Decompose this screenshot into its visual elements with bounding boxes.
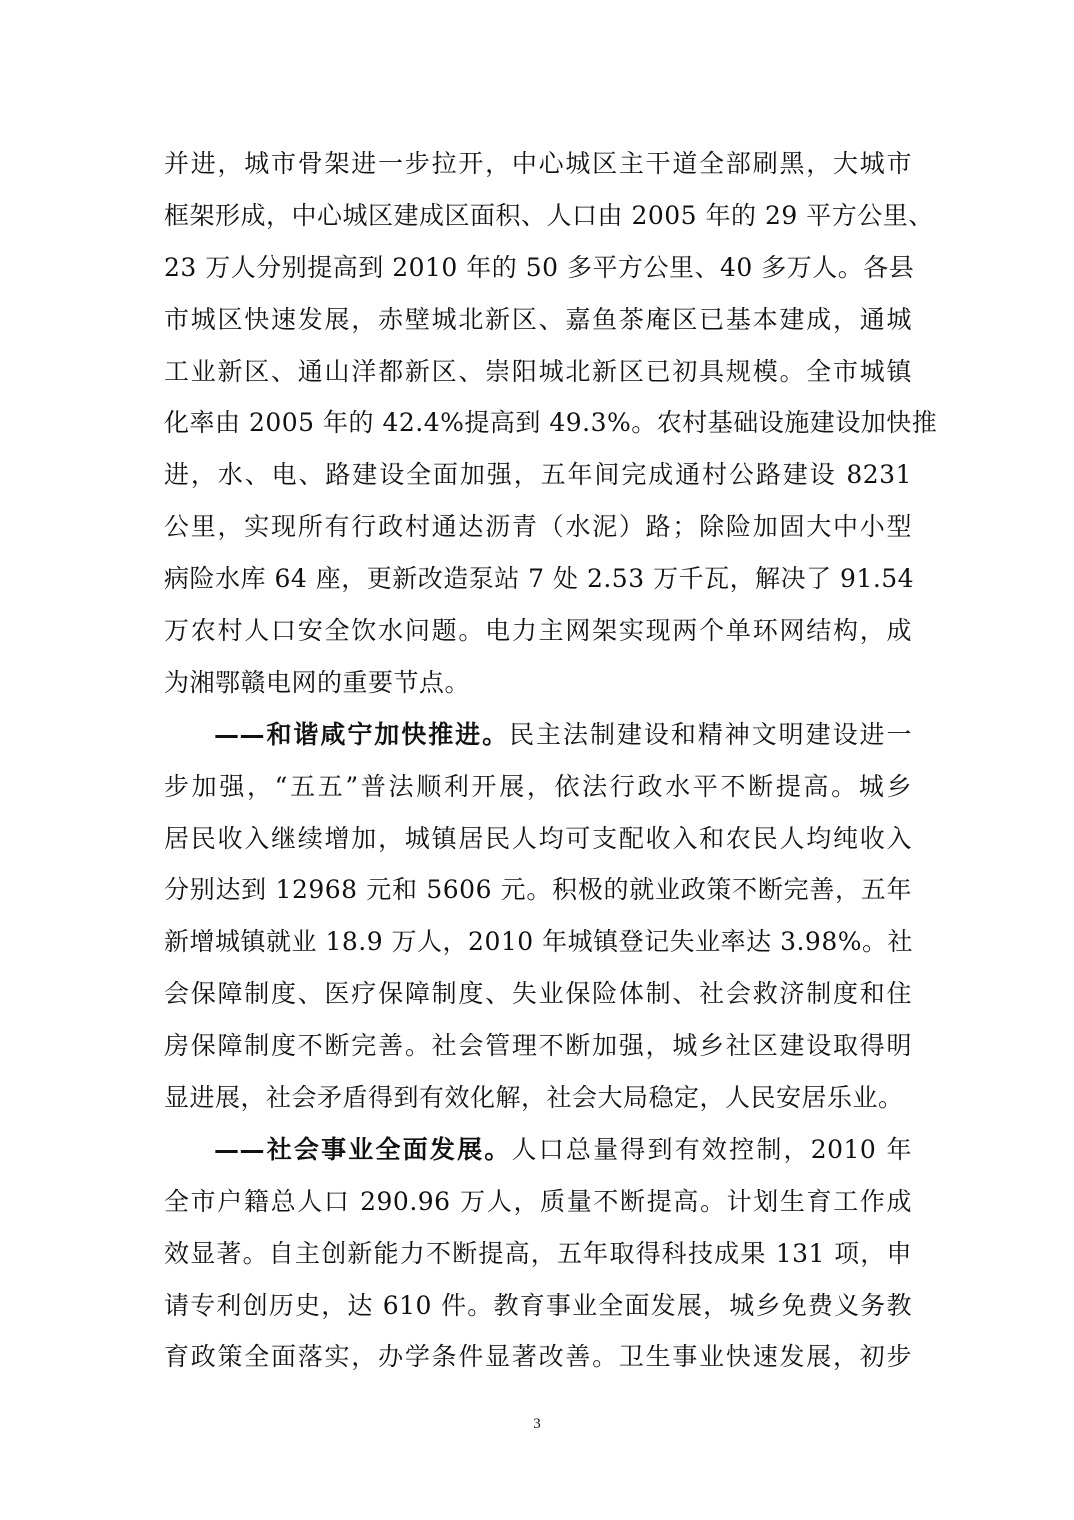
text-line: 并进，城市骨架进一步拉开，中心城区主干道全部刷黑，大城市 xyxy=(164,149,912,178)
paragraph-social-undertakings xyxy=(164,1124,912,1383)
text-line: 进，水、电、路建设全面加强，五年间完成通村公路建设 8231 xyxy=(164,460,912,490)
paragraph-urban-rural xyxy=(164,138,938,709)
text-span: 民主法制建设和精神文明建设进一 xyxy=(509,719,912,749)
text-line: 会保障制度、医疗保障制度、失业保险体制、社会救济制度和住 xyxy=(164,979,912,1009)
text-line: 分别达到 12968 元和 5606 元。积极的就业政策不断完善，五年 xyxy=(164,875,912,905)
text-line: 化率由 2005 年的 42.4%提高到 49.3%。农村基础设施建设加快推 xyxy=(164,408,938,438)
text-line: 房保障制度不断完善。社会管理不断加强，城乡社区建设取得明 xyxy=(164,1031,912,1061)
section-heading: ——社会事业全面发展。 xyxy=(214,1134,512,1164)
text-line: 框架形成，中心城区建成区面积、人口由 2005 年的 29 平方公里、 xyxy=(164,200,934,230)
text-line: 为湘鄂赣电网的重要节点。 xyxy=(164,667,471,697)
text-line: 全市户籍总人口 290.96 万人，质量不断提高。计划生育工作成 xyxy=(164,1186,912,1216)
text-line: 病险水库 64 座，更新改造泵站 7 处 2.53 万千瓦，解决了 91.54 xyxy=(164,564,915,594)
text-line: 新增城镇就业 18.9 万人，2010 年城镇登记失业率达 3.98%。社 xyxy=(164,927,913,957)
page-number: 3 xyxy=(533,1416,541,1432)
text-line: 工业新区、通山洋都新区、崇阳城北新区已初具规模。全市城镇 xyxy=(164,356,912,386)
text-line: 市城区快速发展，赤壁城北新区、嘉鱼茶庵区已基本建成，通城 xyxy=(164,304,912,334)
text-line: 公里，实现所有行政村通达沥青（水泥）路；除险加固大中小型 xyxy=(164,512,912,542)
text-line: 显进展，社会矛盾得到有效化解，社会大局稳定，人民安居乐业。 xyxy=(164,1083,904,1113)
paragraph-harmonious-xianning xyxy=(164,709,912,1124)
text-span: 人口总量得到有效控制，2010 年 xyxy=(511,1134,912,1164)
paragraph-first-line xyxy=(164,1124,912,1176)
text-line: 万农村人口安全饮水问题。电力主网架实现两个单环网结构，成 xyxy=(164,616,912,646)
paragraph-first-line xyxy=(164,709,912,761)
section-heading: ——和谐咸宁加快推进。 xyxy=(214,719,510,749)
text-line: 23 万人分别提高到 2010 年的 50 多平方公里、40 多万人。各县 xyxy=(164,252,915,282)
text-line: 效显著。自主创新能力不断提高，五年取得科技成果 131 项，申 xyxy=(164,1238,912,1268)
text-line: 请专利创历史，达 610 件。教育事业全面发展，城乡免费义务教 xyxy=(164,1290,912,1320)
body-text xyxy=(164,138,938,1383)
text-line: 育政策全面落实，办学条件显著改善。卫生事业快速发展，初步 xyxy=(164,1342,912,1372)
text-line: 步加强，“五五”普法顺利开展，依法行政水平不断提高。城乡 xyxy=(164,771,912,801)
text-line: 居民收入继续增加，城镇居民人均可支配收入和农民人均纯收入 xyxy=(164,823,912,853)
